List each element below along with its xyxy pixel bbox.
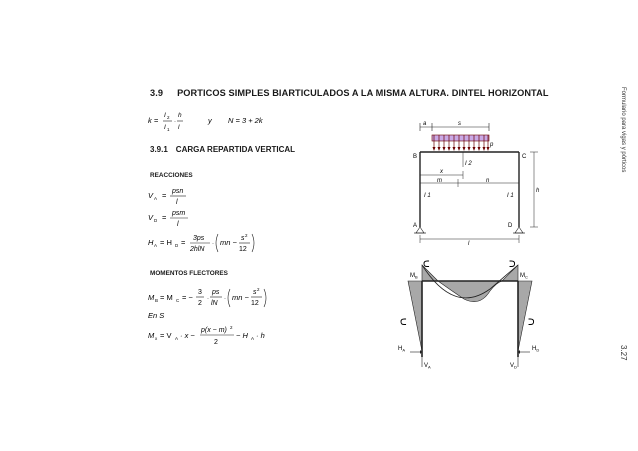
label-i1-left: I 1 — [424, 193, 431, 199]
svg-text:C: C — [176, 298, 180, 303]
svg-text:3: 3 — [198, 289, 202, 296]
svg-text:x: x — [155, 336, 158, 341]
svg-text:12: 12 — [239, 246, 247, 253]
svg-text:2: 2 — [257, 287, 260, 292]
svg-text:12: 12 — [251, 300, 259, 307]
moment-beam-parabola — [438, 281, 502, 302]
svg-text:mn −: mn − — [232, 293, 249, 302]
svg-text:l: l — [178, 124, 180, 131]
svg-text:2: 2 — [167, 115, 170, 120]
svg-text:A: A — [175, 336, 179, 341]
subsection-title — [150, 145, 295, 154]
svg-text:=: = — [162, 213, 167, 222]
svg-text:· h: · h — [256, 331, 265, 340]
dim-a: a — [423, 121, 427, 127]
node-a: A — [413, 223, 418, 229]
svg-text:=: = — [181, 238, 186, 247]
moments-formulas — [148, 282, 298, 358]
svg-text:1: 1 — [167, 127, 170, 132]
svg-text:=: = — [162, 191, 167, 200]
and-text: y — [208, 116, 212, 125]
dim-l: l — [468, 241, 470, 247]
svg-text:psm: psm — [172, 210, 186, 217]
svg-text:V: V — [148, 191, 154, 200]
subsection-number: 3.9.1 — [150, 145, 168, 154]
svg-text:lN: lN — [211, 300, 218, 307]
node-c: C — [522, 154, 527, 160]
label-va: $V_A$ — [424, 363, 431, 370]
ha-formula — [148, 233, 254, 253]
node-b: B — [413, 154, 418, 160]
label-vd: $V_D$ — [510, 363, 517, 370]
definitions-formula — [148, 108, 288, 132]
page-number: 3.27 — [619, 345, 628, 361]
svg-text:D: D — [154, 218, 158, 223]
support-d — [515, 227, 523, 233]
svg-text:= −: = − — [182, 293, 193, 302]
svg-text:l: l — [177, 221, 179, 228]
svg-text:H: H — [148, 238, 154, 247]
svg-text:·: · — [212, 241, 214, 247]
svg-text:M: M — [148, 293, 155, 302]
svg-text:M: M — [148, 331, 155, 340]
svg-text:= M: = M — [160, 293, 173, 302]
svg-text:mn −: mn − — [220, 238, 237, 247]
moments-heading: MOMENTOS FLECTORES — [150, 270, 228, 277]
svg-text:ps: ps — [212, 289, 220, 296]
svg-text:D: D — [175, 243, 179, 248]
svg-text:3ps: 3ps — [193, 235, 205, 242]
label-x: x — [440, 169, 443, 175]
section-title-text: PORTICOS SIMPLES BIARTICULADOS A LA MISMA ALTURA. DINTEL HORIZONTAL — [177, 88, 549, 98]
svg-text:2: 2 — [245, 233, 248, 238]
svg-text:· x −: · x − — [180, 331, 195, 340]
rotation-icon-top-left: ᑕ — [423, 259, 430, 269]
label-mb: $M_B$ — [410, 273, 418, 280]
label-mc: $M_C$ — [520, 273, 528, 280]
moment-right-column — [518, 281, 532, 351]
svg-text:2: 2 — [214, 339, 218, 346]
svg-text:N = 3 + 2k: N = 3 + 2k — [228, 116, 263, 125]
moment-left-column — [408, 281, 422, 351]
svg-text:= V: = V — [160, 331, 172, 340]
svg-text:s: s — [253, 289, 257, 296]
svg-text:h: h — [178, 112, 182, 119]
svg-text:2hlN: 2hlN — [190, 246, 205, 253]
svg-text:B: B — [155, 298, 159, 303]
label-n: n — [486, 178, 490, 184]
mb-formula — [148, 287, 266, 307]
svg-text:A: A — [251, 336, 255, 341]
label-ha: $H_A$ — [398, 346, 406, 353]
svg-text:·: · — [207, 296, 209, 302]
svg-text:A: A — [154, 196, 158, 201]
label-i2: I 2 — [465, 161, 472, 167]
frame-diagram — [398, 115, 544, 250]
svg-text:·: · — [224, 296, 226, 302]
dim-s: s — [458, 121, 461, 127]
svg-text:I: I — [164, 124, 166, 131]
svg-text:2: 2 — [198, 300, 202, 307]
subsection-title-text: CARGA REPARTIDA VERTICAL — [175, 145, 296, 154]
reactions-formulas — [148, 182, 298, 258]
section-number: 3.9 — [150, 88, 164, 98]
rotation-icon-right: ᑐ — [528, 317, 535, 327]
svg-text:A: A — [154, 243, 158, 248]
svg-text:V: V — [148, 213, 154, 222]
distributed-load — [432, 135, 489, 141]
section-title — [150, 88, 549, 98]
reactions-heading: REACCIONES — [150, 172, 193, 179]
rotation-icon-left: ᑕ — [400, 317, 407, 327]
node-d: D — [508, 223, 513, 229]
dim-h: h — [536, 188, 540, 194]
svg-text:− H: − H — [236, 331, 248, 340]
vd-formula — [148, 210, 188, 228]
mx-formula — [148, 325, 265, 346]
svg-text:·: · — [174, 119, 176, 125]
svg-text:I: I — [164, 112, 166, 119]
side-label: Formulario para vigas y pórticos — [620, 87, 626, 173]
va-formula — [148, 188, 186, 206]
svg-text:p(x − m): p(x − m) — [201, 327, 227, 334]
label-m: m — [437, 178, 442, 184]
moment-diagram — [392, 255, 548, 375]
load-p: p — [490, 142, 494, 148]
label-hd: $H_D$ — [532, 346, 540, 353]
rotation-icon-top-right: ᑐ — [509, 259, 516, 269]
svg-text:= H: = H — [160, 238, 172, 247]
svg-text:k =: k = — [148, 116, 159, 125]
support-a — [416, 227, 424, 233]
en-s-label: En S — [148, 311, 165, 320]
svg-text:s: s — [241, 235, 245, 242]
svg-text:l: l — [176, 199, 178, 206]
label-i1-right: I 1 — [507, 193, 514, 199]
svg-text:2: 2 — [230, 325, 233, 330]
svg-text:psn: psn — [172, 188, 184, 195]
